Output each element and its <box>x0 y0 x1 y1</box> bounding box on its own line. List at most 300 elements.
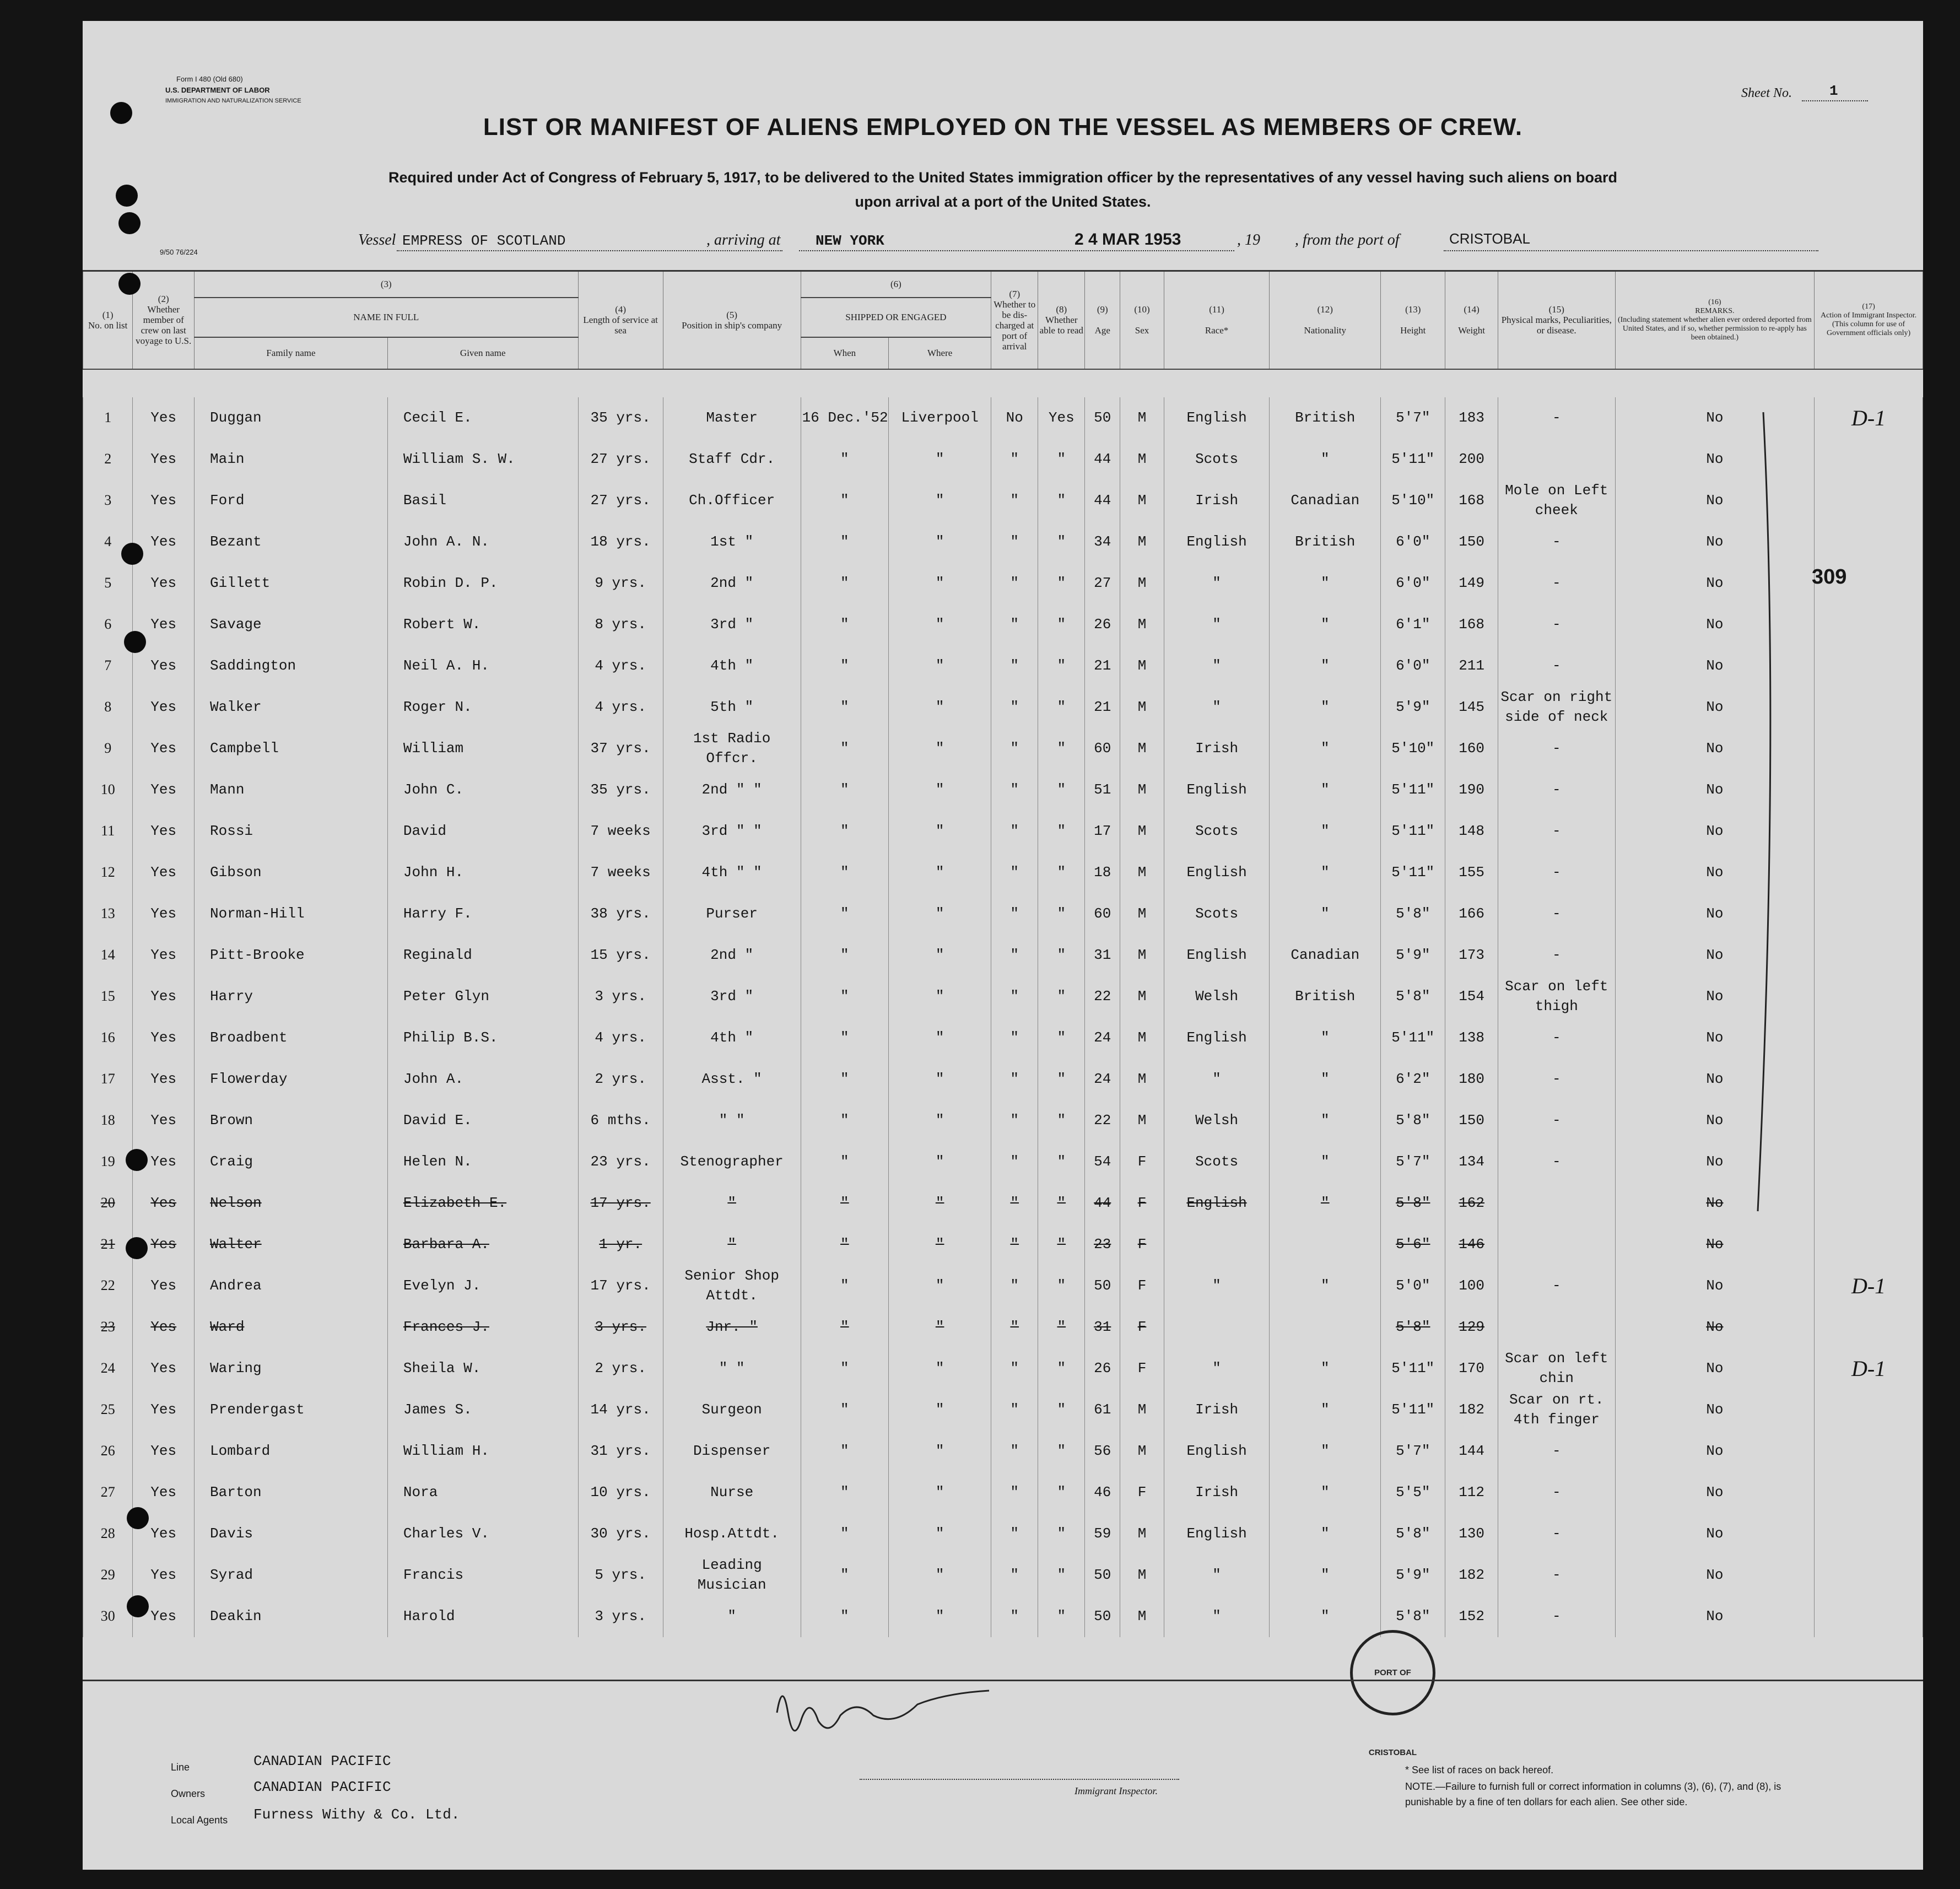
sex: F <box>1120 1183 1164 1224</box>
age: 31 <box>1085 935 1120 976</box>
crew-member-flag: Yes <box>133 976 195 1017</box>
race: " <box>1164 645 1269 687</box>
col-header-service: (4) Length of service at sea <box>578 271 663 369</box>
able-to-read: " <box>1038 728 1085 769</box>
row-number: 28 <box>83 1513 133 1555</box>
age: 44 <box>1085 1183 1120 1224</box>
crew-member-flag: Yes <box>133 852 195 893</box>
discharged-flag: No <box>991 397 1038 439</box>
shipped-when: " <box>801 1183 889 1224</box>
table-row <box>83 1472 1923 1513</box>
nationality: " <box>1270 687 1381 728</box>
height: 5'11" <box>1381 439 1445 480</box>
height: 5'7" <box>1381 397 1445 439</box>
table-row <box>83 1307 1923 1348</box>
col-header-name: NAME IN FULL <box>195 298 579 337</box>
able-to-read: " <box>1038 439 1085 480</box>
punch-hole <box>118 273 141 295</box>
height: 5'11" <box>1381 852 1445 893</box>
length-of-service: 10 yrs. <box>578 1472 663 1513</box>
col-header-age: (9) Age <box>1085 271 1120 369</box>
shipped-where: " <box>889 1555 991 1596</box>
family-name: Gibson <box>195 852 388 893</box>
sex: F <box>1120 1307 1164 1348</box>
position: Hosp.Attdt. <box>663 1513 801 1555</box>
inspector-action <box>1815 1224 1923 1265</box>
table-row <box>83 1596 1923 1637</box>
table-row <box>83 1183 1923 1224</box>
shipped-when: " <box>801 893 889 935</box>
shipped-where: " <box>889 1431 991 1472</box>
shipped-where: " <box>889 811 991 852</box>
physical-marks <box>1498 1307 1615 1348</box>
row-number: 16 <box>83 1017 133 1059</box>
family-name: Walter <box>195 1224 388 1265</box>
given-name: David E. <box>387 1100 578 1141</box>
inspector-action <box>1815 1513 1923 1555</box>
remarks: No <box>1615 1100 1815 1141</box>
position: 1st Radio Offcr. <box>663 728 801 769</box>
given-name: Cecil E. <box>387 397 578 439</box>
nationality: " <box>1270 1555 1381 1596</box>
length-of-service: 30 yrs. <box>578 1513 663 1555</box>
vessel-name: EMPRESS OF SCOTLAND <box>402 233 566 249</box>
position: " <box>663 1596 801 1637</box>
header-spacer <box>83 369 1923 397</box>
owners-value: CANADIAN PACIFIC <box>253 1779 391 1795</box>
position: 4th " " <box>663 852 801 893</box>
table-row <box>83 1265 1923 1307</box>
nationality: " <box>1270 645 1381 687</box>
length-of-service: 5 yrs. <box>578 1555 663 1596</box>
able-to-read: " <box>1038 1059 1085 1100</box>
shipped-where: " <box>889 1348 991 1389</box>
sex: F <box>1120 1348 1164 1389</box>
print-code: 9/50 76/224 <box>160 248 198 256</box>
shipped-where: " <box>889 1141 991 1183</box>
col-header-family-name: Family name <box>195 337 388 369</box>
shipped-when: " <box>801 687 889 728</box>
inspector-action <box>1815 439 1923 480</box>
position: Stenographer <box>663 1141 801 1183</box>
family-name: Deakin <box>195 1596 388 1637</box>
position: 1st " <box>663 521 801 563</box>
position: Nurse <box>663 1472 801 1513</box>
length-of-service: 35 yrs. <box>578 769 663 811</box>
table-row <box>83 1017 1923 1059</box>
position: Staff Cdr. <box>663 439 801 480</box>
shipped-when: " <box>801 563 889 604</box>
table-row <box>83 397 1923 439</box>
shipped-when: " <box>801 769 889 811</box>
shipped-where: " <box>889 521 991 563</box>
able-to-read: " <box>1038 480 1085 521</box>
shipped-when: " <box>801 1017 889 1059</box>
from-port-label: , from the port of <box>1295 231 1400 249</box>
physical-marks <box>1498 439 1615 480</box>
physical-marks: - <box>1498 1265 1615 1307</box>
form-number: Form I 480 (Old 680) <box>176 75 243 83</box>
given-name: Peter Glyn <box>387 976 578 1017</box>
shipped-when: " <box>801 976 889 1017</box>
sex: F <box>1120 1265 1164 1307</box>
nationality: British <box>1270 521 1381 563</box>
inspector-action <box>1815 1307 1923 1348</box>
remarks: No <box>1615 935 1815 976</box>
given-name: David <box>387 811 578 852</box>
nationality <box>1270 1224 1381 1265</box>
discharged-flag: " <box>991 1555 1038 1596</box>
discharged-flag: " <box>991 1141 1038 1183</box>
length-of-service: 6 mths. <box>578 1100 663 1141</box>
weight: 150 <box>1445 521 1498 563</box>
table-row <box>83 852 1923 893</box>
nationality: Canadian <box>1270 935 1381 976</box>
nationality: " <box>1270 1389 1381 1431</box>
weight: 190 <box>1445 769 1498 811</box>
shipped-where: " <box>889 1513 991 1555</box>
given-name: Reginald <box>387 935 578 976</box>
given-name: Charles V. <box>387 1513 578 1555</box>
col-header-height: (13) Height <box>1381 271 1445 369</box>
weight: 155 <box>1445 852 1498 893</box>
table-row <box>83 687 1923 728</box>
physical-marks: Scar on right side of neck <box>1498 687 1615 728</box>
row-number: 14 <box>83 935 133 976</box>
age: 50 <box>1085 397 1120 439</box>
inspector-action <box>1815 1596 1923 1637</box>
row-number: 27 <box>83 1472 133 1513</box>
discharged-flag: " <box>991 769 1038 811</box>
height: 5'8" <box>1381 893 1445 935</box>
position: Jnr. " <box>663 1307 801 1348</box>
inspector-action <box>1815 1100 1923 1141</box>
race: " <box>1164 1059 1269 1100</box>
inspector-action <box>1815 769 1923 811</box>
shipped-where: " <box>889 1472 991 1513</box>
able-to-read: " <box>1038 1017 1085 1059</box>
shipped-where: " <box>889 563 991 604</box>
shipped-where: " <box>889 480 991 521</box>
remarks: No <box>1615 893 1815 935</box>
nationality: Canadian <box>1270 480 1381 521</box>
physical-marks: - <box>1498 397 1615 439</box>
sex: F <box>1120 1224 1164 1265</box>
crew-member-flag: Yes <box>133 1307 195 1348</box>
col-header-action: (17) Action of Immigrant Inspector. (This column for use of Government officials only) <box>1815 271 1923 369</box>
race: Irish <box>1164 1389 1269 1431</box>
length-of-service: 8 yrs. <box>578 604 663 645</box>
height: 5'0" <box>1381 1265 1445 1307</box>
sex: M <box>1120 1100 1164 1141</box>
height: 6'0" <box>1381 521 1445 563</box>
sex: M <box>1120 769 1164 811</box>
race: Welsh <box>1164 976 1269 1017</box>
given-name: Philip B.S. <box>387 1017 578 1059</box>
shipped-when: " <box>801 1307 889 1348</box>
row-number: 1 <box>83 397 133 439</box>
discharged-flag: " <box>991 1348 1038 1389</box>
given-name: Elizabeth E. <box>387 1183 578 1224</box>
height: 5'9" <box>1381 1555 1445 1596</box>
weight: 168 <box>1445 604 1498 645</box>
nationality: " <box>1270 893 1381 935</box>
family-name: Main <box>195 439 388 480</box>
remarks: No <box>1615 769 1815 811</box>
discharged-flag: " <box>991 1431 1038 1472</box>
weight: 211 <box>1445 645 1498 687</box>
position: Ch.Officer <box>663 480 801 521</box>
weight: 149 <box>1445 563 1498 604</box>
sex: M <box>1120 976 1164 1017</box>
col-header-position: (5) Position in ship's company <box>663 271 801 369</box>
age: 24 <box>1085 1017 1120 1059</box>
punch-hole <box>124 631 146 653</box>
weight: 145 <box>1445 687 1498 728</box>
weight: 130 <box>1445 1513 1498 1555</box>
able-to-read: " <box>1038 1265 1085 1307</box>
inspector-action: D-1 <box>1815 1348 1923 1389</box>
port-stamp: PORT OF CRISTOBAL <box>1350 1630 1435 1715</box>
nationality <box>1270 1307 1381 1348</box>
height: 6'1" <box>1381 604 1445 645</box>
row-number: 10 <box>83 769 133 811</box>
family-name: Lombard <box>195 1431 388 1472</box>
nationality: " <box>1270 728 1381 769</box>
physical-marks <box>1498 1224 1615 1265</box>
height: 5'6" <box>1381 1224 1445 1265</box>
page-title: LIST OR MANIFEST OF ALIENS EMPLOYED ON THE VESSEL AS MEMBERS OF CREW. <box>483 114 1523 141</box>
physical-marks: Scar on left chin <box>1498 1348 1615 1389</box>
discharged-flag: " <box>991 439 1038 480</box>
able-to-read: " <box>1038 1348 1085 1389</box>
shipped-where: " <box>889 1265 991 1307</box>
crew-member-flag: Yes <box>133 1265 195 1307</box>
given-name: William S. W. <box>387 439 578 480</box>
age: 21 <box>1085 687 1120 728</box>
inspector-action <box>1815 645 1923 687</box>
given-name: John C. <box>387 769 578 811</box>
age: 60 <box>1085 728 1120 769</box>
shipped-where: " <box>889 1100 991 1141</box>
age: 18 <box>1085 852 1120 893</box>
table-row <box>83 1348 1923 1389</box>
family-name: Davis <box>195 1513 388 1555</box>
age: 60 <box>1085 893 1120 935</box>
inspector-action <box>1815 935 1923 976</box>
physical-marks: - <box>1498 521 1615 563</box>
row-number: 11 <box>83 811 133 852</box>
row-number: 26 <box>83 1431 133 1472</box>
sex: M <box>1120 811 1164 852</box>
discharged-flag: " <box>991 1017 1038 1059</box>
race: English <box>1164 1513 1269 1555</box>
race: Scots <box>1164 439 1269 480</box>
shipped-where: " <box>889 439 991 480</box>
shipped-when: " <box>801 811 889 852</box>
age: 61 <box>1085 1389 1120 1431</box>
table-row <box>83 1513 1923 1555</box>
margin-number: 309 <box>1812 565 1847 589</box>
row-number: 20 <box>83 1183 133 1224</box>
row-number: 13 <box>83 893 133 935</box>
arriving-label: , arriving at <box>706 231 781 249</box>
shipped-when: " <box>801 1596 889 1637</box>
position: Surgeon <box>663 1389 801 1431</box>
crew-member-flag: Yes <box>133 1100 195 1141</box>
length-of-service: 9 yrs. <box>578 563 663 604</box>
race: English <box>1164 852 1269 893</box>
crew-member-flag: Yes <box>133 439 195 480</box>
row-number: 24 <box>83 1348 133 1389</box>
able-to-read: " <box>1038 563 1085 604</box>
shipped-where: " <box>889 728 991 769</box>
physical-marks: - <box>1498 645 1615 687</box>
nationality: " <box>1270 1017 1381 1059</box>
position: 3rd " " <box>663 811 801 852</box>
nationality: British <box>1270 397 1381 439</box>
shipped-when: " <box>801 1141 889 1183</box>
col-header-read: (8) Whether able to read <box>1038 271 1085 369</box>
given-name: Harold <box>387 1596 578 1637</box>
crew-member-flag: Yes <box>133 1141 195 1183</box>
discharged-flag: " <box>991 1265 1038 1307</box>
shipped-where: " <box>889 852 991 893</box>
able-to-read: " <box>1038 604 1085 645</box>
physical-marks: - <box>1498 811 1615 852</box>
nationality: " <box>1270 1059 1381 1100</box>
able-to-read: " <box>1038 935 1085 976</box>
remarks: No <box>1615 1224 1815 1265</box>
family-name: Waring <box>195 1348 388 1389</box>
agents-label: Local Agents <box>171 1815 228 1826</box>
sex: M <box>1120 563 1164 604</box>
weight: 180 <box>1445 1059 1498 1100</box>
inspector-action: D-1 <box>1815 397 1923 439</box>
table-row <box>83 480 1923 521</box>
length-of-service: 2 yrs. <box>578 1348 663 1389</box>
remarks: No <box>1615 687 1815 728</box>
height: 5'10" <box>1381 728 1445 769</box>
age: 21 <box>1085 645 1120 687</box>
length-of-service: 37 yrs. <box>578 728 663 769</box>
discharged-flag: " <box>991 687 1038 728</box>
physical-marks: Mole on Left cheek <box>1498 480 1615 521</box>
weight: 173 <box>1445 935 1498 976</box>
inspector-action <box>1815 1389 1923 1431</box>
given-name: Sheila W. <box>387 1348 578 1389</box>
weight: 183 <box>1445 397 1498 439</box>
crew-member-flag: Yes <box>133 480 195 521</box>
physical-marks: - <box>1498 935 1615 976</box>
height: 5'8" <box>1381 1100 1445 1141</box>
table-row <box>83 645 1923 687</box>
punch-hole <box>116 185 138 207</box>
age: 50 <box>1085 1596 1120 1637</box>
given-name: Evelyn J. <box>387 1265 578 1307</box>
race: " <box>1164 1265 1269 1307</box>
race: English <box>1164 1183 1269 1224</box>
length-of-service: 27 yrs. <box>578 480 663 521</box>
sex: M <box>1120 728 1164 769</box>
discharged-flag: " <box>991 563 1038 604</box>
race: English <box>1164 769 1269 811</box>
inspector-action <box>1815 604 1923 645</box>
length-of-service: 27 yrs. <box>578 439 663 480</box>
weight: 134 <box>1445 1141 1498 1183</box>
race: English <box>1164 935 1269 976</box>
age: 17 <box>1085 811 1120 852</box>
manifest-sheet <box>83 21 1923 1870</box>
discharged-flag: " <box>991 1596 1038 1637</box>
remarks: No <box>1615 811 1815 852</box>
position: 3rd " <box>663 604 801 645</box>
weight: 146 <box>1445 1224 1498 1265</box>
height: 6'2" <box>1381 1059 1445 1100</box>
race: Irish <box>1164 728 1269 769</box>
length-of-service: 17 yrs. <box>578 1183 663 1224</box>
length-of-service: 4 yrs. <box>578 1017 663 1059</box>
age: 26 <box>1085 1348 1120 1389</box>
race <box>1164 1307 1269 1348</box>
crew-member-flag: Yes <box>133 563 195 604</box>
sex: M <box>1120 1596 1164 1637</box>
able-to-read: " <box>1038 1555 1085 1596</box>
age: 26 <box>1085 604 1120 645</box>
table-row <box>83 1555 1923 1596</box>
crew-member-flag: Yes <box>133 811 195 852</box>
able-to-read: " <box>1038 1224 1085 1265</box>
col-header-remarks: (16) REMARKS. (Including statement whether alien ever ordered deported from United States, and if so, whether permission to re-apply has been obtained.) <box>1615 271 1815 369</box>
shipped-where: " <box>889 687 991 728</box>
col-header-when: When <box>801 337 889 369</box>
row-number: 7 <box>83 645 133 687</box>
race: " <box>1164 687 1269 728</box>
weight: 129 <box>1445 1307 1498 1348</box>
inspector-action <box>1815 1555 1923 1596</box>
col-header-name-num: (3) <box>195 271 579 298</box>
row-number: 18 <box>83 1100 133 1141</box>
race: Scots <box>1164 811 1269 852</box>
nationality: " <box>1270 439 1381 480</box>
length-of-service: 4 yrs. <box>578 645 663 687</box>
family-name: Brown <box>195 1100 388 1141</box>
table-row <box>83 604 1923 645</box>
sex: M <box>1120 439 1164 480</box>
position: Purser <box>663 893 801 935</box>
crew-member-flag: Yes <box>133 687 195 728</box>
physical-marks <box>1498 1183 1615 1224</box>
age: 59 <box>1085 1513 1120 1555</box>
sex: M <box>1120 1059 1164 1100</box>
weight: 160 <box>1445 728 1498 769</box>
inspector-action <box>1815 687 1923 728</box>
shipped-where: " <box>889 1596 991 1637</box>
discharged-flag: " <box>991 1100 1038 1141</box>
discharged-flag: " <box>991 521 1038 563</box>
col-header-where: Where <box>889 337 991 369</box>
shipped-where: " <box>889 645 991 687</box>
inspector-action <box>1815 480 1923 521</box>
row-number: 23 <box>83 1307 133 1348</box>
family-name: Pitt-Brooke <box>195 935 388 976</box>
shipped-where: " <box>889 935 991 976</box>
table-row <box>83 728 1923 769</box>
remarks: No <box>1615 397 1815 439</box>
discharged-flag: " <box>991 1183 1038 1224</box>
sex: M <box>1120 397 1164 439</box>
table-row <box>83 976 1923 1017</box>
